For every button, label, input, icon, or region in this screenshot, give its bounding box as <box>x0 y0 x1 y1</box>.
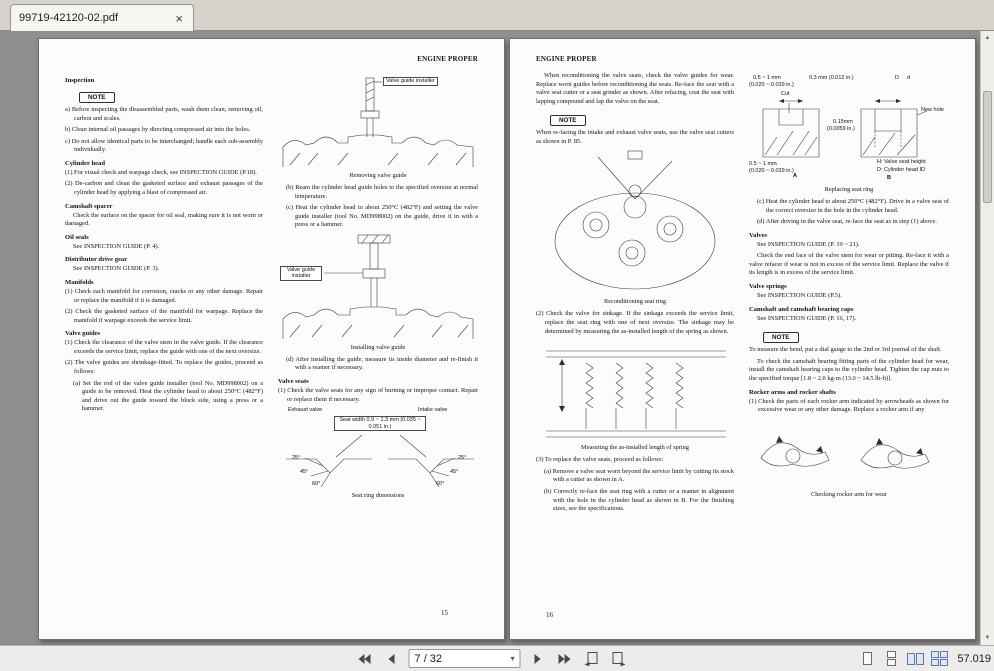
figure-label: 60° <box>312 481 321 488</box>
scroll-up-icon[interactable]: ▲ <box>984 35 991 41</box>
section-heading-valves: Valves <box>749 231 768 239</box>
running-head: ENGINE PROPER <box>536 55 597 63</box>
list-item: (1) Check the clearance of the valve stem in the valve guide. If the clearance exceeds the service limit, replace the guide with one of the next oversize. <box>65 339 263 355</box>
next-view-icon <box>611 651 627 666</box>
figure-label: 0.3 mm (0.012 in.) <box>809 75 854 81</box>
figure-label: 60° <box>436 481 445 488</box>
page15-left-column <box>65 72 263 504</box>
next-page-icon <box>533 653 543 665</box>
figure-label: (0.020 ~ 0.039 in.) <box>749 168 794 174</box>
note-item-a: a) Before inspecting the disassembled parts, wash them clean, removing oil, carbon and scales. <box>65 106 263 122</box>
figure-reconditioning-seat-ring <box>536 149 734 297</box>
figure-label: D <box>895 75 899 81</box>
two-page-view-button[interactable] <box>906 649 925 669</box>
figure-label: Valve guide installer <box>383 77 438 86</box>
figure-caption: Installing valve guide <box>350 343 406 351</box>
section-heading-valve-springs: Valve springs <box>749 283 787 291</box>
note-box: NOTE <box>763 332 799 343</box>
list-item: (2) Check the valve for sinkage. If the sinkage exceeds the service limit, replace the seat ring with one of next oversize. The sinkage may be determined by measuring the as-installed length of the spring as shown. <box>536 310 734 335</box>
page-number: 15 <box>441 609 448 617</box>
view-mode-tools <box>858 646 991 671</box>
list-item: (a) Set the rod of the valve guide installer (tool No. MD998002) on a guide to be removed. Heat the cylinder head to about 250°C (482°F) and drive out the guide toward the block side, using a press or a hammer. <box>73 379 263 413</box>
section-heading-valve-seats: Valve seats <box>278 378 309 386</box>
section-heading-rocker-arms: Rocker arms and rocker shafts <box>749 388 836 396</box>
section-heading-cylinder-head: Cylinder head <box>65 159 105 167</box>
page16-left-column <box>536 72 734 517</box>
figure-label: A <box>793 173 797 179</box>
last-page-button[interactable] <box>555 649 575 669</box>
running-head: ENGINE PROPER <box>417 55 478 63</box>
figure-caption: Replacing seat ring <box>824 186 874 193</box>
page15-right-column <box>278 72 478 504</box>
note-box: NOTE <box>550 115 586 126</box>
dropdown-caret-icon: ▾ <box>510 654 515 663</box>
two-page-view-icon <box>906 650 925 668</box>
body-paragraph: See INSPECTION GUIDE (P. 16, 17). <box>757 314 857 322</box>
body-paragraph: Check the surface on the spacer for oil seal, making sure it is not worn or damaged. <box>65 211 263 228</box>
body-paragraph: See INSPECTION GUIDE (P. 3). <box>73 265 160 273</box>
list-item: (c) Heat the cylinder head to about 250°C (482°F). Drive in a valve seat of the correct oversize in the hole in the cylinder head. <box>757 198 949 214</box>
section-heading-distributor-drive-gear: Distributor drive gear <box>65 256 128 264</box>
single-page-view-button[interactable] <box>858 649 877 669</box>
page-indicator: 7 / 32 <box>414 652 443 665</box>
section-heading-oil-seals: Oil seals <box>65 233 89 241</box>
figure-label: Seat width 0.9 ~ 1.3 mm (0.035 ~ 0.051 in.) <box>334 416 426 431</box>
section-heading-camshaft: Camshaft and camshaft bearing caps <box>749 305 854 313</box>
previous-view-icon <box>584 651 600 666</box>
figure-label: Cut <box>781 91 790 97</box>
figure-label: B <box>887 175 891 181</box>
list-item: (2) The valve guides are shrinkage-fitted. To replace the guides, proceed as follows: <box>65 359 263 375</box>
figure-replacing-seat-ring <box>749 75 949 185</box>
figure-checking-rocker-arm <box>749 418 949 490</box>
page-number-select[interactable] <box>409 649 521 668</box>
section-heading-manifolds: Manifolds <box>65 278 94 286</box>
figure-label: 0.5 ~ 1 mm <box>749 161 777 167</box>
two-page-continuous-view-button[interactable] <box>930 649 949 669</box>
engine-line-drawing <box>538 339 733 443</box>
single-page-view-icon <box>859 650 876 668</box>
section-heading-valve-guides: Valve guides <box>65 330 101 338</box>
list-item: (3) To replace the valve seats, proceed as follows: <box>536 456 664 464</box>
zoom-level: 57.019 <box>957 652 991 665</box>
engine-line-drawing <box>749 418 949 490</box>
list-item: (1) Check the parts of each rocker arm indicated by arrowheads as shown for excessive wear or any other damage. Replace a rocker arm if any <box>749 397 949 414</box>
figure-label: New hole <box>921 107 944 113</box>
engine-line-drawing <box>540 149 730 297</box>
page-16 <box>509 38 976 640</box>
vertical-scrollbar[interactable] <box>980 31 994 645</box>
body-paragraph: See INSPECTION GUIDE (P. 4). <box>73 242 160 250</box>
note-body: When re-facing the intake and exhaust valve seats, use the valve seat cutters as shown in P. 85. <box>536 129 734 145</box>
note-item-b: b) Clean internal oil passages by directing compressed air into the holes. <box>65 126 251 134</box>
document-area <box>0 31 994 645</box>
figure-caption: Measuring the as-installed length of spring <box>581 444 689 452</box>
figure-measuring-spring-length <box>536 339 734 443</box>
figure-label: 25° <box>292 455 301 462</box>
next-page-button[interactable] <box>528 649 548 669</box>
figure-caption: Seat ring dimensions <box>351 492 405 500</box>
figure-label: Valve guide installer <box>280 266 322 281</box>
list-item: (1) For visual check and warpage check, see INSPECTION GUIDE (P.18). <box>65 168 257 176</box>
body-paragraph: See INSPECTION GUIDE (P.5). <box>757 292 842 300</box>
figure-label: H: Valve seat height <box>877 159 926 165</box>
engine-line-drawing <box>278 75 478 171</box>
continuous-view-icon <box>883 650 900 668</box>
figure-installing-valve-guide <box>278 233 478 343</box>
page-number: 16 <box>546 611 553 619</box>
figure-label: Exhaust valve <box>288 407 323 414</box>
tab-close-icon[interactable]: × <box>175 10 183 26</box>
list-item: (1) Check each manifold for corrosion, cracks or any other damage. Repair or replace the manifold if it is damaged. <box>65 287 263 304</box>
list-item: (2) Check the gasketed surface of the manifold for warpage. Replace the manifold if warpage exceeds the service limit. <box>65 308 263 324</box>
list-item: (d) After driving in the valve seat, re-face the seat as in step (1) above. <box>757 218 937 226</box>
figure-removing-valve-guide <box>278 75 478 171</box>
list-item: (a) Remove a valve seat worn beyond the service limit by cutting its stock with a cutter as shown in A. <box>544 467 734 484</box>
note-item-c: c) Do not allow identical parts to be interchanged; handle each sub-assembly individually. <box>65 137 263 154</box>
note-box: NOTE <box>79 92 115 103</box>
body-paragraph: Check the end face of the valve stem for wear or pitting. Re-face it with a valve refacer if wear is not in excess of the service limit. Replace the valve if its length is in excess of the service limit. <box>749 252 949 277</box>
figure-caption: Removing valve guide <box>349 172 407 179</box>
list-item: (d) After installing the guide, measure its inside diameter and re-finish it with a reamer if necessary. <box>286 355 478 372</box>
tab-bar <box>0 0 994 31</box>
figure-seat-ring-dimensions <box>278 407 478 491</box>
scroll-down-icon[interactable]: ▼ <box>984 635 991 641</box>
figure-label: 25° <box>458 455 467 462</box>
first-page-icon <box>358 653 372 665</box>
previous-page-icon <box>387 653 397 665</box>
figure-label: Intake valve <box>418 407 448 414</box>
last-page-icon <box>558 653 572 665</box>
figure-label: 45° <box>300 469 309 476</box>
continuous-view-button[interactable] <box>882 649 901 669</box>
list-item: (1) Check the valve seats for any sign of burning or improper contact. Repair or replace them if necessary. <box>278 387 478 403</box>
figure-label: 45° <box>450 469 459 476</box>
figure-label: D: Cylinder head ID <box>877 167 925 173</box>
previous-page-button[interactable] <box>382 649 402 669</box>
two-page-continuous-view-icon <box>930 650 949 668</box>
page-15 <box>38 38 505 640</box>
figure-label: 0.5 ~ 1 mm <box>753 75 781 81</box>
page-navigation <box>355 646 629 671</box>
figure-label: (0.020 ~ 0.039 in.) <box>749 82 794 88</box>
list-item: (2) De-carbon and clean the gasketed surface and exhaust passages of the cylinder head by applying a blast of compressed air. <box>65 180 263 197</box>
scrollbar-thumb[interactable] <box>983 91 992 203</box>
body-paragraph: See INSPECTION GUIDE (P. 19 ~ 21). <box>757 240 860 248</box>
previous-view-button[interactable] <box>582 649 602 669</box>
figure-caption: Checking rocker arm for wear <box>811 490 887 498</box>
next-view-button[interactable] <box>609 649 629 669</box>
body-paragraph: To check the camshaft bearing fitting parts of the cylinder head for wear, install the camshaft bearing caps to the cylinder head. Tighten the cap nuts to the specified torque [1.8 ~ 2.0 kg-m (13.0 ~ 14.5 lb-ft)]. <box>749 357 949 382</box>
engine-line-drawing <box>278 233 478 343</box>
list-item: (b) Correctly re-face the seat ring with a cutter or a reamer in alignment with the hole in the cylinder head as shown in B. For the finishing sizes, see the specifications. <box>544 487 734 513</box>
list-item: (c) Heat the cylinder head to about 250°C (482°F) and setting the valve guide installer (tool No. MD998002) on the guide, drive it in with a press or a hammer. <box>286 204 478 229</box>
tab-title: 99719-42120-02.pdf <box>19 12 119 24</box>
first-page-button[interactable] <box>355 649 375 669</box>
document-tab[interactable] <box>10 4 194 31</box>
note-body: To measure the bend, put a dial gauge to the 2nd or 3rd journal of the shaft. <box>749 346 942 354</box>
figure-label: 0.15mm <box>833 119 853 125</box>
section-heading-inspection: Inspection <box>65 77 95 84</box>
section-heading-camshaft-spacer: Camshaft spacer <box>65 202 113 210</box>
status-bar <box>0 645 994 671</box>
figure-caption: Reconditioning seat ring <box>604 298 666 306</box>
body-paragraph: When reconditioning the valve seats, check the valve guides for wear. Replace worn guides before reconditioning the seats. Re-face the seat with a valve seat cutter or a seat grinder as shown. After refacing, coat the seat with lapping compound and lap the valve on the seat. <box>536 72 734 105</box>
page16-right-column <box>749 72 949 517</box>
figure-label: (0.0059 in.) <box>827 126 855 132</box>
figure-label: d <box>907 75 911 81</box>
list-item: (b) Ream the cylinder head guide holes to the specified oversize at normal temperature. <box>286 184 478 200</box>
